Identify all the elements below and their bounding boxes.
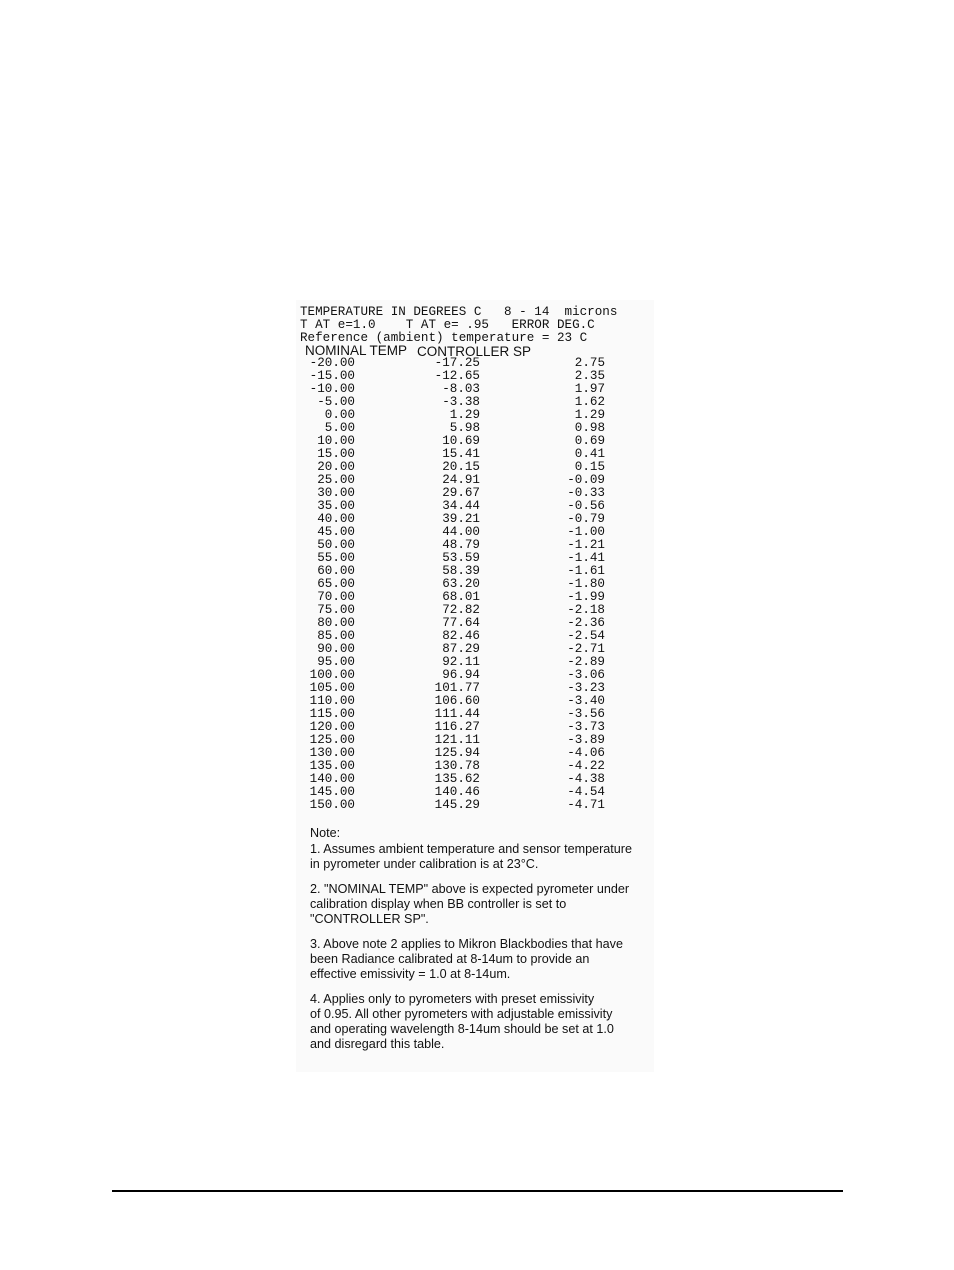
error-cell: -3.73 — [567, 720, 605, 734]
error-cell: 0.98 — [574, 421, 605, 435]
controller-sp-cell: 29.67 — [442, 486, 480, 500]
nominal-temp-cell: 75.00 — [317, 603, 355, 617]
error-cell: 2.35 — [574, 369, 605, 383]
controller-sp-cell: 82.46 — [442, 629, 480, 643]
note-line: and operating wavelength 8-14um should be set at 1.0 — [310, 1022, 614, 1036]
nominal-temp-cell: 125.00 — [309, 733, 355, 747]
nominal-temp-cell: -5.00 — [317, 395, 355, 409]
controller-sp-cell: 1.29 — [449, 408, 480, 422]
controller-sp-cell: -3.38 — [442, 395, 480, 409]
nominal-temp-cell: 10.00 — [317, 434, 355, 448]
error-cell: -1.41 — [567, 551, 605, 565]
error-cell: -3.06 — [567, 668, 605, 682]
error-cell: -1.61 — [567, 564, 605, 578]
controller-sp-cell: 63.20 — [442, 577, 480, 591]
notes-title: Note: — [310, 826, 341, 840]
error-cell: -0.33 — [567, 486, 605, 500]
note-line: 3. Above note 2 applies to Mikron Blackbodies that have — [310, 937, 623, 951]
error-cell: -1.80 — [567, 577, 605, 591]
controller-sp-cell: 101.77 — [434, 681, 480, 695]
error-cell: -0.79 — [567, 512, 605, 526]
nominal-temp-cell: 50.00 — [317, 538, 355, 552]
note-4 — [310, 992, 654, 1052]
note-2 — [310, 882, 654, 927]
controller-sp-cell: 92.11 — [442, 655, 480, 669]
controller-sp-cell: 34.44 — [442, 499, 480, 513]
controller-sp-cell: 39.21 — [442, 512, 480, 526]
controller-sp-cell: -17.25 — [434, 356, 480, 370]
nominal-temp-cell: 130.00 — [309, 746, 355, 760]
scanned-calibration-table — [296, 300, 654, 1072]
controller-sp-cell: 116.27 — [434, 720, 480, 734]
note-line: 4. Applies only to pyrometers with preset emissivity — [310, 992, 595, 1006]
note-line: 1. Assumes ambient temperature and sensor temperature — [310, 842, 633, 856]
nominal-temp-cell: 120.00 — [309, 720, 355, 734]
table-body — [296, 357, 654, 812]
error-cell: 1.29 — [574, 408, 605, 422]
controller-sp-cell: 121.11 — [434, 733, 480, 747]
error-cell: -1.99 — [567, 590, 605, 604]
controller-sp-cell: 140.46 — [434, 785, 480, 799]
nominal-temp-cell: 90.00 — [317, 642, 355, 656]
notes-section — [310, 826, 654, 1062]
controller-sp-cell: 87.29 — [442, 642, 480, 656]
controller-sp-cell: -8.03 — [442, 382, 480, 396]
nominal-temp-cell: 105.00 — [309, 681, 355, 695]
note-line: in pyrometer under calibration is at 23°C. — [310, 857, 539, 871]
error-cell: -1.21 — [567, 538, 605, 552]
controller-sp-cell: 48.79 — [442, 538, 480, 552]
controller-sp-cell: 58.39 — [442, 564, 480, 578]
controller-sp-cell: 111.44 — [434, 707, 480, 721]
error-cell: -2.36 — [567, 616, 605, 630]
controller-sp-cell: 96.94 — [442, 668, 480, 682]
error-cell: -4.71 — [567, 798, 605, 812]
nominal-temp-cell: 80.00 — [317, 616, 355, 630]
nominal-temp-cell: 140.00 — [309, 772, 355, 786]
nominal-temp-cell: 40.00 — [317, 512, 355, 526]
controller-sp-cell: 20.15 — [442, 460, 480, 474]
error-cell: -1.00 — [567, 525, 605, 539]
nominal-temp-cell: 45.00 — [317, 525, 355, 539]
nominal-temp-cell: -15.00 — [309, 369, 355, 383]
error-cell: 0.15 — [574, 460, 605, 474]
error-cell: -0.56 — [567, 499, 605, 513]
controller-sp-cell: 72.82 — [442, 603, 480, 617]
error-cell: -4.54 — [567, 785, 605, 799]
note-line: effective emissivity = 1.0 at 8-14um. — [310, 967, 511, 981]
controller-sp-cell: 106.60 — [434, 694, 480, 708]
nominal-temp-cell: 150.00 — [309, 798, 355, 812]
table-header-line-1: TEMPERATURE IN DEGREES C 8 - 14 microns — [300, 305, 618, 319]
nominal-temp-cell: 115.00 — [309, 707, 355, 721]
nominal-temp-cell: 65.00 — [317, 577, 355, 591]
controller-sp-cell: 24.91 — [442, 473, 480, 487]
error-cell: -0.09 — [567, 473, 605, 487]
controller-sp-cell: 53.59 — [442, 551, 480, 565]
column-header-controller-sp: CONTROLLER SP — [417, 344, 532, 359]
controller-sp-cell: 15.41 — [442, 447, 480, 461]
controller-sp-cell: -12.65 — [434, 369, 480, 383]
error-cell: 1.97 — [574, 382, 605, 396]
note-1 — [310, 842, 654, 872]
column-header-nominal-temp: NOMINAL TEMP — [305, 343, 408, 358]
nominal-temp-cell: 25.00 — [317, 473, 355, 487]
table-header-line-2: T AT e=1.0 T AT e= .95 ERROR DEG.C — [300, 318, 595, 332]
error-cell: 2.75 — [574, 356, 605, 370]
nominal-temp-cell: 110.00 — [309, 694, 355, 708]
note-3 — [310, 937, 654, 982]
error-cell: -4.38 — [567, 772, 605, 786]
table-row — [296, 799, 654, 812]
controller-sp-cell: 68.01 — [442, 590, 480, 604]
nominal-temp-cell: -20.00 — [309, 356, 355, 370]
error-cell: -2.54 — [567, 629, 605, 643]
nominal-temp-cell: 0.00 — [324, 408, 355, 422]
nominal-temp-cell: 135.00 — [309, 759, 355, 773]
error-cell: -2.18 — [567, 603, 605, 617]
nominal-temp-cell: -10.00 — [309, 382, 355, 396]
nominal-temp-cell: 20.00 — [317, 460, 355, 474]
nominal-temp-cell: 35.00 — [317, 499, 355, 513]
nominal-temp-cell: 95.00 — [317, 655, 355, 669]
controller-sp-cell: 5.98 — [449, 421, 480, 435]
error-cell: -2.89 — [567, 655, 605, 669]
nominal-temp-cell: 145.00 — [309, 785, 355, 799]
nominal-temp-cell: 55.00 — [317, 551, 355, 565]
error-cell: -3.23 — [567, 681, 605, 695]
controller-sp-cell: 135.62 — [434, 772, 480, 786]
error-cell: -4.06 — [567, 746, 605, 760]
controller-sp-cell: 145.29 — [434, 798, 480, 812]
note-line: of 0.95. All other pyrometers with adjustable emissivity — [310, 1007, 613, 1021]
error-cell: -3.56 — [567, 707, 605, 721]
error-cell: -4.22 — [567, 759, 605, 773]
controller-sp-cell: 130.78 — [434, 759, 480, 773]
nominal-temp-cell: 15.00 — [317, 447, 355, 461]
controller-sp-cell: 44.00 — [442, 525, 480, 539]
table-header-line-3: Reference (ambient) temperature = 23 C — [300, 331, 588, 345]
controller-sp-cell: 10.69 — [442, 434, 480, 448]
controller-sp-cell: 77.64 — [442, 616, 480, 630]
note-line: been Radiance calibrated at 8-14um to provide an — [310, 952, 590, 966]
error-cell: -3.40 — [567, 694, 605, 708]
nominal-temp-cell: 85.00 — [317, 629, 355, 643]
nominal-temp-cell: 70.00 — [317, 590, 355, 604]
footer-rule — [112, 1190, 843, 1192]
note-line: calibration display when BB controller is set to — [310, 897, 567, 911]
nominal-temp-cell: 5.00 — [324, 421, 355, 435]
error-cell: 1.62 — [574, 395, 605, 409]
note-line: "CONTROLLER SP". — [310, 912, 429, 926]
error-cell: 0.41 — [574, 447, 605, 461]
nominal-temp-cell: 30.00 — [317, 486, 355, 500]
error-cell: -2.71 — [567, 642, 605, 656]
note-line: and disregard this table. — [310, 1037, 445, 1051]
controller-sp-cell: 125.94 — [434, 746, 480, 760]
nominal-temp-cell: 100.00 — [309, 668, 355, 682]
note-line: 2. "NOMINAL TEMP" above is expected pyrometer under — [310, 882, 630, 896]
error-cell: 0.69 — [574, 434, 605, 448]
error-cell: -3.89 — [567, 733, 605, 747]
nominal-temp-cell: 60.00 — [317, 564, 355, 578]
